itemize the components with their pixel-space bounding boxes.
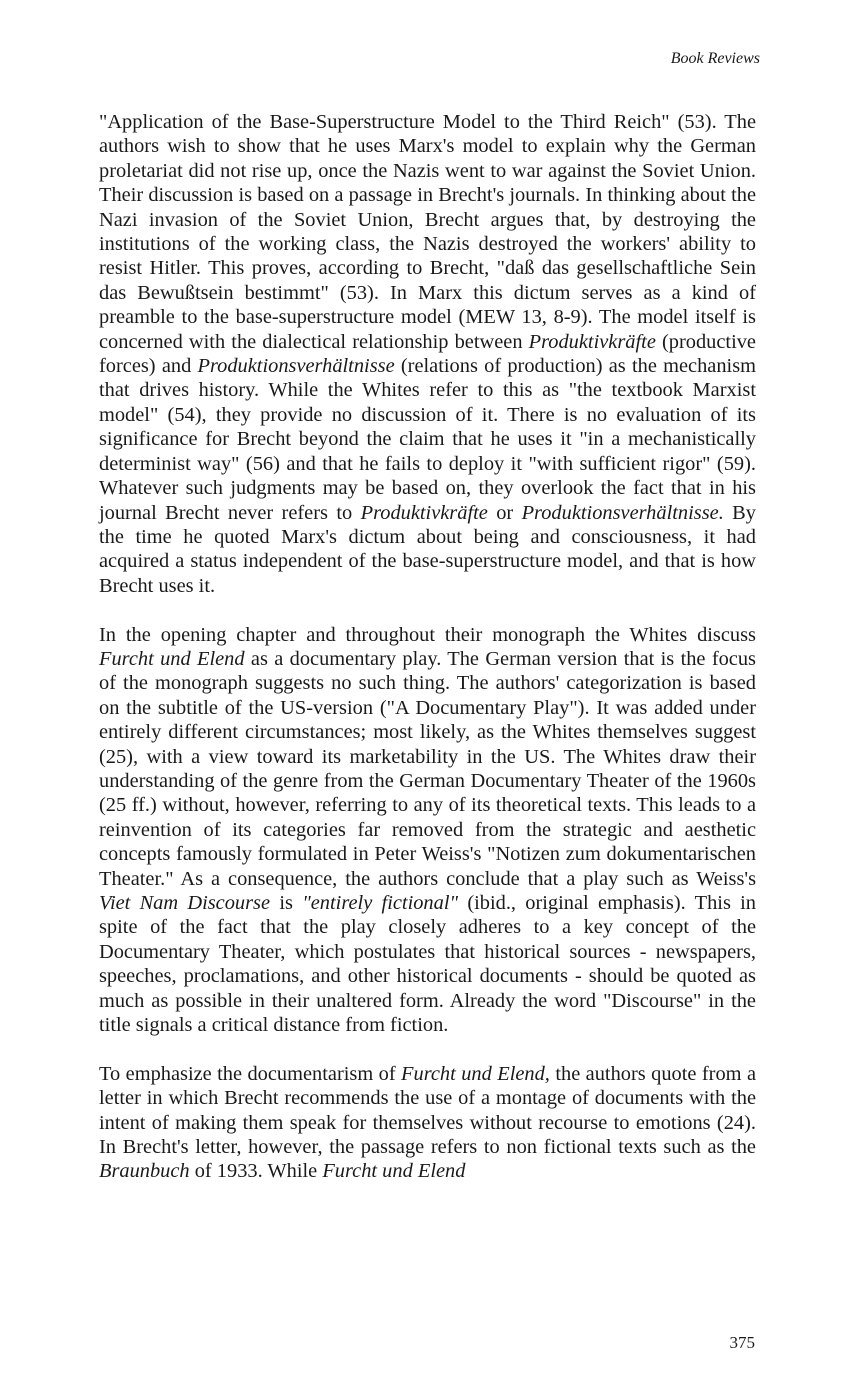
- paragraph: [99, 623, 756, 1038]
- paragraph: [99, 110, 756, 598]
- text-run: In the opening chapter and throughout their monograph the Whites discuss: [99, 623, 756, 646]
- italic-term: Braunbuch: [99, 1160, 190, 1183]
- italic-term: Produktionsverhältnisse: [197, 355, 395, 378]
- text-run: is: [270, 891, 303, 914]
- italic-term: Produktivkräfte: [528, 330, 656, 353]
- italic-term: Produktionsverhältnisse.: [521, 501, 724, 524]
- text-run: (relations of production) as the mechanism that drives history. While the Whites refer to this as "the textbook Marxist model" (54), they provide no discussion of it. There is no evaluation of its significance for Brecht beyond the claim that he uses it "in a mechanistically determinist way" (56) and that he fails to deploy it "with sufficient rigor" (59). Whatever such judgments may be based on, they overlook the fact that in his journal Brecht never refers to: [99, 355, 756, 524]
- text-run: the authors quote from a letter in which Brecht recommends the use of a montage of documents with the intent of making them speak for themselves without recourse to emotions (24). In Brecht's letter, however, the passage refers to non fictional texts such as the: [99, 1062, 756, 1159]
- italic-term: Furcht und Elend,: [401, 1062, 550, 1085]
- paragraph: [99, 1062, 756, 1184]
- text-run: or: [487, 501, 522, 524]
- text-run: of 1933. While: [189, 1160, 323, 1183]
- italic-term: "entirely fictional": [302, 891, 459, 914]
- italic-term: Produktivkräfte: [360, 501, 488, 524]
- italic-term: Furcht und Elend: [322, 1160, 466, 1183]
- text-run: By the time he quoted Marx's dictum about being and consciousness, it had acquired a status independent of the base-superstructure model, and that is how Brecht uses it.: [99, 501, 756, 597]
- text-run: (productive forces) and: [99, 330, 756, 378]
- article-body: [99, 110, 756, 1184]
- running-head: Book Reviews: [670, 50, 760, 67]
- text-run: (ibid., original emphasis). This in spite of the fact that the play closely adheres to a key concept of the Documentary Theater, which postulates that historical sources - newspapers, speeches, proclamations, and other historical documents - should be quoted as much as possible in their unaltered form. Already the word "Discourse" in the title signals a critical distance from fiction.: [99, 891, 757, 1037]
- page-number: 375: [729, 1333, 755, 1352]
- text-run: "Application of the Base-Superstructure Model to the Third Reich" (53). The authors wish to show that he uses Marx's model to explain why the German proletariat did not rise up, once the Nazis went to war against the Soviet Union. Their discussion is based on a passage in Brecht's journals. In thinking about the Nazi invasion of the Soviet Union, Brecht argues that, by destroying the institutions of the working class, the Nazis destroyed the workers' ability to resist Hitler. This proves, according to Brecht, "daß das gesellschaftliche Sein das Bewußtsein bestimmt" (53). In Marx this dictum serves as a kind of preamble to the base-superstructure model (MEW 13, 8-9). The model itself is concerned with the dialectical relationship between: [99, 111, 756, 353]
- text-run: To emphasize the documentarism of: [99, 1062, 402, 1085]
- italic-term: Viet Nam Discourse: [99, 891, 271, 914]
- italic-term: Furcht und Elend: [99, 647, 245, 670]
- text-run: as a documentary play. The German version that is the focus of the monograph suggests no such thing. The authors' categorization is based on the subtitle of the US-version ("A Documentary Play"). It was added under entirely different circumstances; most likely, as the Whites themselves suggest (25), with a view toward its marketability in the US. The Whites draw their understanding of the genre from the German Documentary Theater of the 1960s (25 ff.) without, however, referring to any of its theoretical texts. This leads to a reinvention of its categories far removed from the strategic and aesthetic concepts famously formulated in Peter Weiss's "Notizen zum dokumentarischen Theater." As a consequence, the authors conclude that a play such as Weiss's: [99, 647, 756, 890]
